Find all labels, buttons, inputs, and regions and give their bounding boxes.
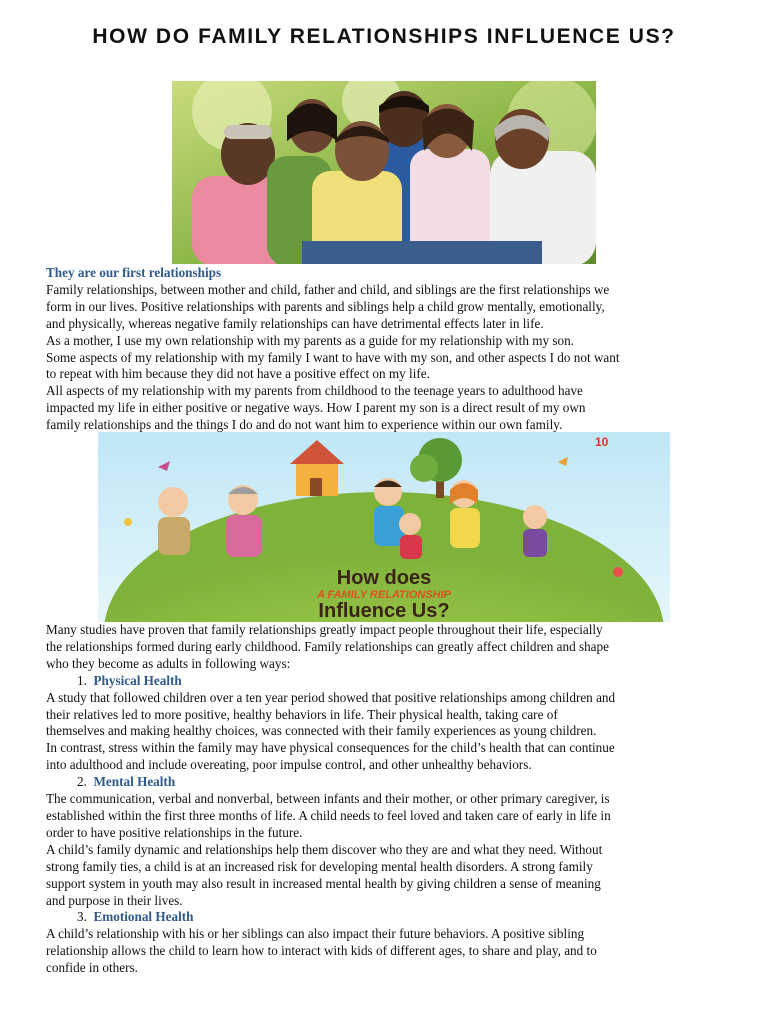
paragraph-line: established within the first three months of life. A child needs to feel loved and taken care of early in life in	[46, 807, 611, 823]
paragraph-line: impacted my life in either positive or negative ways. How I parent my son is a direct result of my own	[46, 400, 586, 416]
numbered-heading-mental-health: 2. Mental Health	[77, 774, 176, 790]
paragraph-line: A study that followed children over a ten year period showed that positive relationships among children and	[46, 689, 616, 705]
poster-line-1: How does	[336, 567, 432, 589]
badge-text: 10	[595, 435, 609, 449]
paragraph-line: family relationships and the things I do and do not want him to experience within our own family.	[46, 417, 563, 433]
body-text	[46, 622, 726, 977]
paragraph-line: relationship allows the child to learn how to interact with kids of different ages, to share and play, and to	[46, 943, 597, 959]
paragraph-line: As a mother, I use my own relationship with my parents as a guide for my relationship with my son.	[46, 332, 574, 348]
paragraph-line: form in our lives. Positive relationships with parents and siblings help a child grow mentally, emotionally,	[46, 298, 605, 314]
paragraph-line: themselves and making healthy choices, was connected with their family experiences as young children.	[46, 723, 597, 739]
paragraph-line: their relatives led to more positive, healthy behaviors in life. Their physical health, taking care of	[46, 706, 558, 722]
paragraph-line: order to have positive relationships in the future.	[46, 824, 303, 840]
paragraph-line: In contrast, stress within the family may have physical consequences for the child’s health that can continue	[46, 740, 615, 756]
paragraph-line: and purpose in their lives.	[46, 892, 183, 908]
paragraph-line: to repeat with him because they did not have a positive effect on my life.	[46, 366, 430, 382]
paragraph-line: support system in youth may also result in increased mental health by giving children a sense of meaning	[46, 875, 601, 891]
numbered-heading-emotional-health: 3. Emotional Health	[77, 909, 194, 925]
section-heading: They are our first relationships	[46, 265, 222, 280]
paragraph-line: The communication, verbal and nonverbal, between infants and their mother, or other primary caregiver, is	[46, 791, 610, 807]
paragraph-line: Many studies have proven that family relationships greatly impact people throughout their life, especially	[46, 622, 603, 637]
paragraph-line: A child’s family dynamic and relationships help them discover who they are and what they need. Without	[46, 841, 603, 857]
poster-line-2: A FAMILY RELATIONSHIP	[316, 589, 452, 601]
numbered-heading-physical-health: 1. Physical Health	[77, 672, 182, 688]
poster-line-3: Influence Us?	[318, 600, 450, 622]
paragraph-line: Some aspects of my relationship with my family I want to have with my son, and other aspects I do not want	[46, 349, 620, 365]
family-illustration	[98, 432, 670, 622]
paragraph-line: All aspects of my relationship with my parents from childhood to the teenage years to adulthood have	[46, 383, 583, 399]
section-first-relationships	[46, 265, 726, 434]
paragraph-line: Family relationships, between mother and child, father and child, and siblings are the first relationships we	[46, 281, 610, 297]
paragraph-line: confide in others.	[46, 960, 138, 976]
page-title: HOW DO FAMILY RELATIONSHIPS INFLUENCE US?	[92, 25, 676, 48]
paragraph-line: and physically, whereas negative family relationships can have detrimental effects later in life.	[46, 315, 544, 331]
family-photo	[172, 81, 596, 264]
paragraph-line: the relationships formed during early childhood. Family relationships can greatly affect children and shape	[46, 638, 609, 654]
paragraph-line: who they become as adults in following ways:	[46, 655, 291, 671]
paragraph-line: strong family ties, a child is at an increased risk for developing mental health disorders. A strong family	[46, 858, 593, 874]
paragraph-line: A child’s relationship with his or her siblings can also impact their future behaviors. A positive sibling	[46, 926, 585, 942]
paragraph-line: into adulthood and include overeating, poor impulse control, and other unhealthy behaviors.	[46, 757, 532, 773]
